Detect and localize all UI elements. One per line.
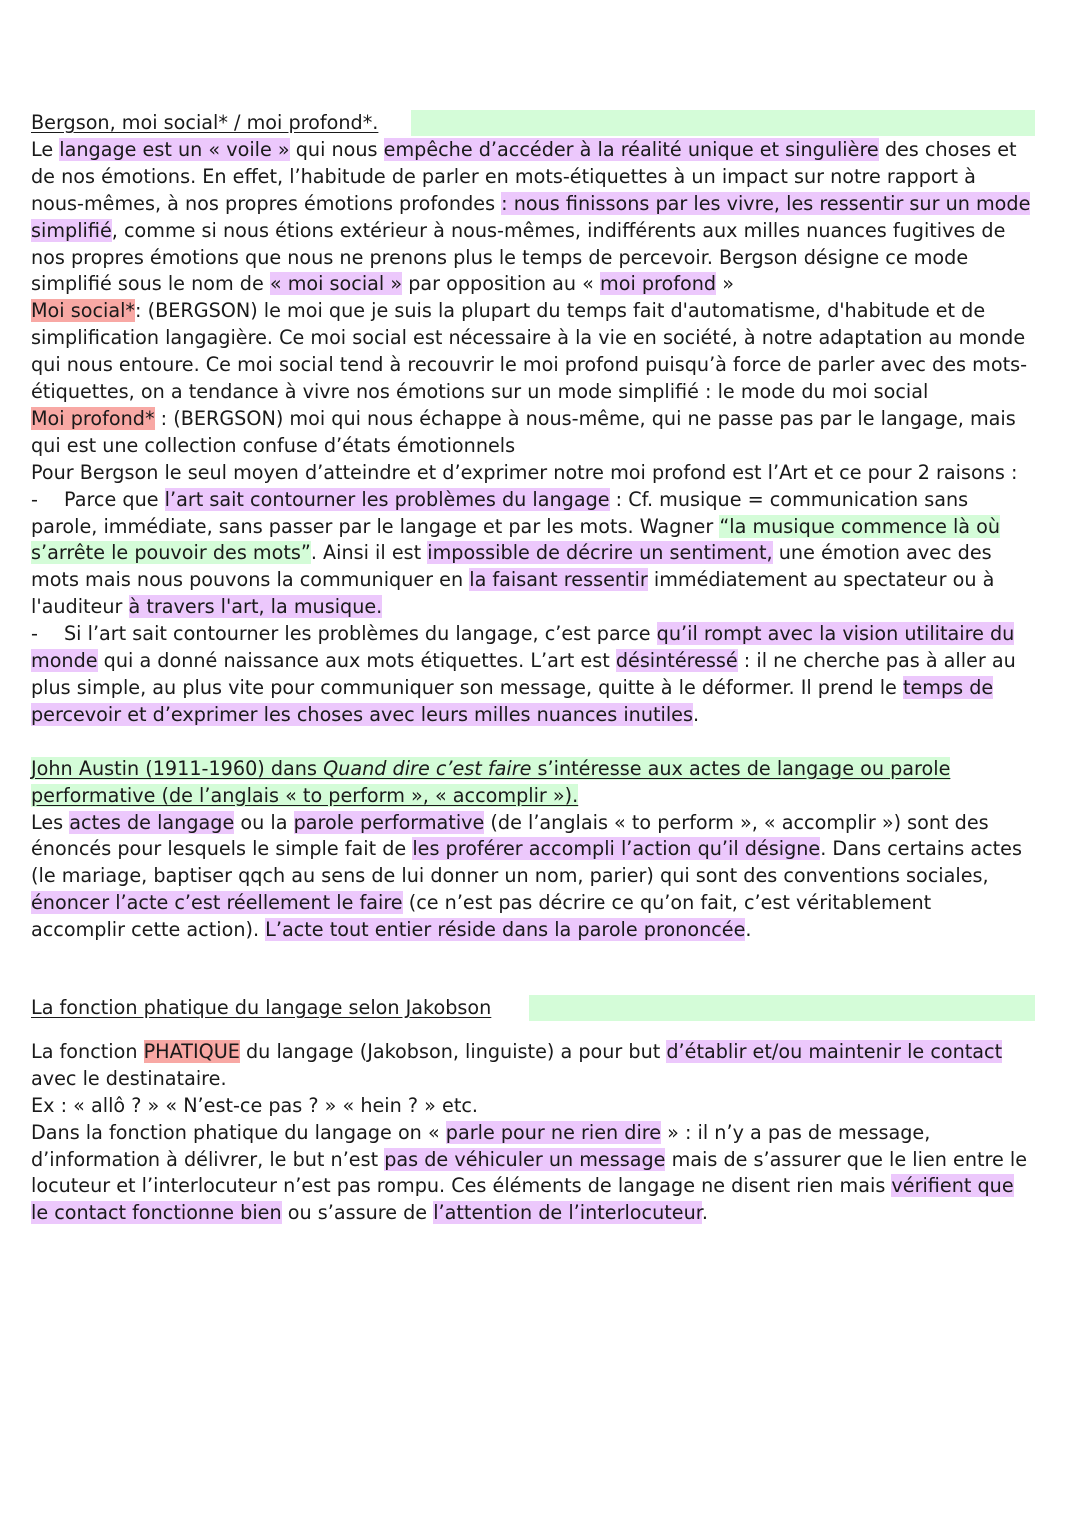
paragraph-phatique-definition: La fonction PHATIQUE du langage (Jakobson, linguiste) a pour but d’établir et/ou maintenir le contact avec le destinataire. (31, 1039, 1003, 1090)
definition-moi-profond: Moi profond* : (BERGSON) moi qui nous échappe à nous-même, qui ne passe pas par le langage, mais qui est une collection confuse d’états émotionnels (31, 406, 1016, 457)
section-title-jakobson: La fonction phatique du langage selon Jakobson (31, 995, 1031, 1022)
paragraph-phatique-explanation: Dans la fonction phatique du langage on « parle pour ne rien dire » : il n’y a pas de message, d’information à délivrer, le but n’est pas de véhiculer un message mais de s’assurer que le lien entre le locuteur et l’interlocuteur n’est pas rompu. Ces éléments de langage ne disent rien mais vérifient que le contact fonctionne bien ou s’assure de l’attention de l’interlocuteur. (31, 1120, 1028, 1225)
term-phatique: PHATIQUE (143, 1039, 240, 1063)
section-title-bergson: Bergson, moi social* / moi profond*. (31, 110, 1031, 137)
document-page (31, 110, 1031, 1227)
term-moi-social: Moi social* (31, 299, 136, 323)
list-item-reason-2: - Si l’art sait contourner les problèmes du langage, c’est parce qu’il rompt avec la vision utilitaire du monde qui a donné naissance aux mots étiquettes. L’art est désintéressé : il ne cherche pas à aller au plus simple, au plus vite pour communiquer son message, quitte à le déformer. Il prend le temps de percevoir et d’exprimer les choses avec leurs milles nuances inutiles. (31, 622, 1016, 726)
list-item-reason-1: - Parce que l’art sait contourner les problèmes du langage : Cf. musique = communication sans parole, immédiate, sans passer par le langage et par les mots. Wagner “la musique commence là où s’arrête le pouvoir des mots”. Ainsi il est impossible de décrire un sentiment, une émotion avec des mots mais nous pouvons la communiquer en la faisant ressentir immédiatement au spectateur ou à l'auditeur à travers l'art, la musique. (31, 487, 1001, 619)
paragraph-bergson-intro: Le langage est un « voile » qui nous empêche d’accéder à la réalité unique et singulière des choses et de nos émotions. En effet, l’habitude de parler en mots-étiquettes à un impact sur notre rapport à nous-mêmes, à nos propres émotions profondes : nous finissons par les vivre, les ressentir sur un mode simplifié, comme si nous étions extérieur à nous-mêmes, indifférents aux milles nuances fugitives de nos propres émotions que nous ne prenons plus le temps de percevoir. Bergson désigne ce mode simplifié sous le nom de « moi social » par opposition au « moi profond » (31, 137, 1031, 296)
paragraph-austin: Les actes de langage ou la parole performative (de l’anglais « to perform », « accomplir ») sont des énoncés pour lesquels le simple fait de les proférer accompli l’action qu’il désigne. Dans certains actes (le mariage, baptiser qqch au sens de lui donner un nom, parier) qui sont des conventions sociales, énoncer l’acte c’est réellement le faire (ce n’est pas décrire ce qu’on fait, c’est véritablement accomplir cette action). L’acte tout entier réside dans la parole prononcée. (31, 810, 1022, 942)
section-title-austin: John Austin (1911-1960) dans Quand dire c’est faire s’intéresse aux actes de langage ou parole performative (de l’anglais « to perform », « accomplir »). (31, 756, 951, 807)
paragraph-two-reasons: Pour Bergson le seul moyen d’atteindre et d’exprimer notre moi profond est l’Art et ce pour 2 raisons : (31, 460, 1018, 484)
definition-moi-social: Moi social*: (BERGSON) le moi que je suis la plupart du temps fait d'automatisme, d'habitude et de simplification langagière. Ce moi social est nécessaire à la vie en société, à notre adaptation au monde qui nous entoure. Ce moi social tend à recouvrir le moi profond puisqu’à force de parler avec des mots-étiquettes, on a tendance à vivre nos émotions sur un mode simplifié : le mode du moi social (31, 299, 1028, 404)
wagner-quote: “la musique commence là où s’arrête le pouvoir des mots” (31, 514, 1001, 565)
paragraph-phatique-example: Ex : « allô ? » « N’est-ce pas ? » « hein ? » etc. (31, 1093, 478, 1117)
term-moi-profond: Moi profond* (31, 406, 155, 430)
